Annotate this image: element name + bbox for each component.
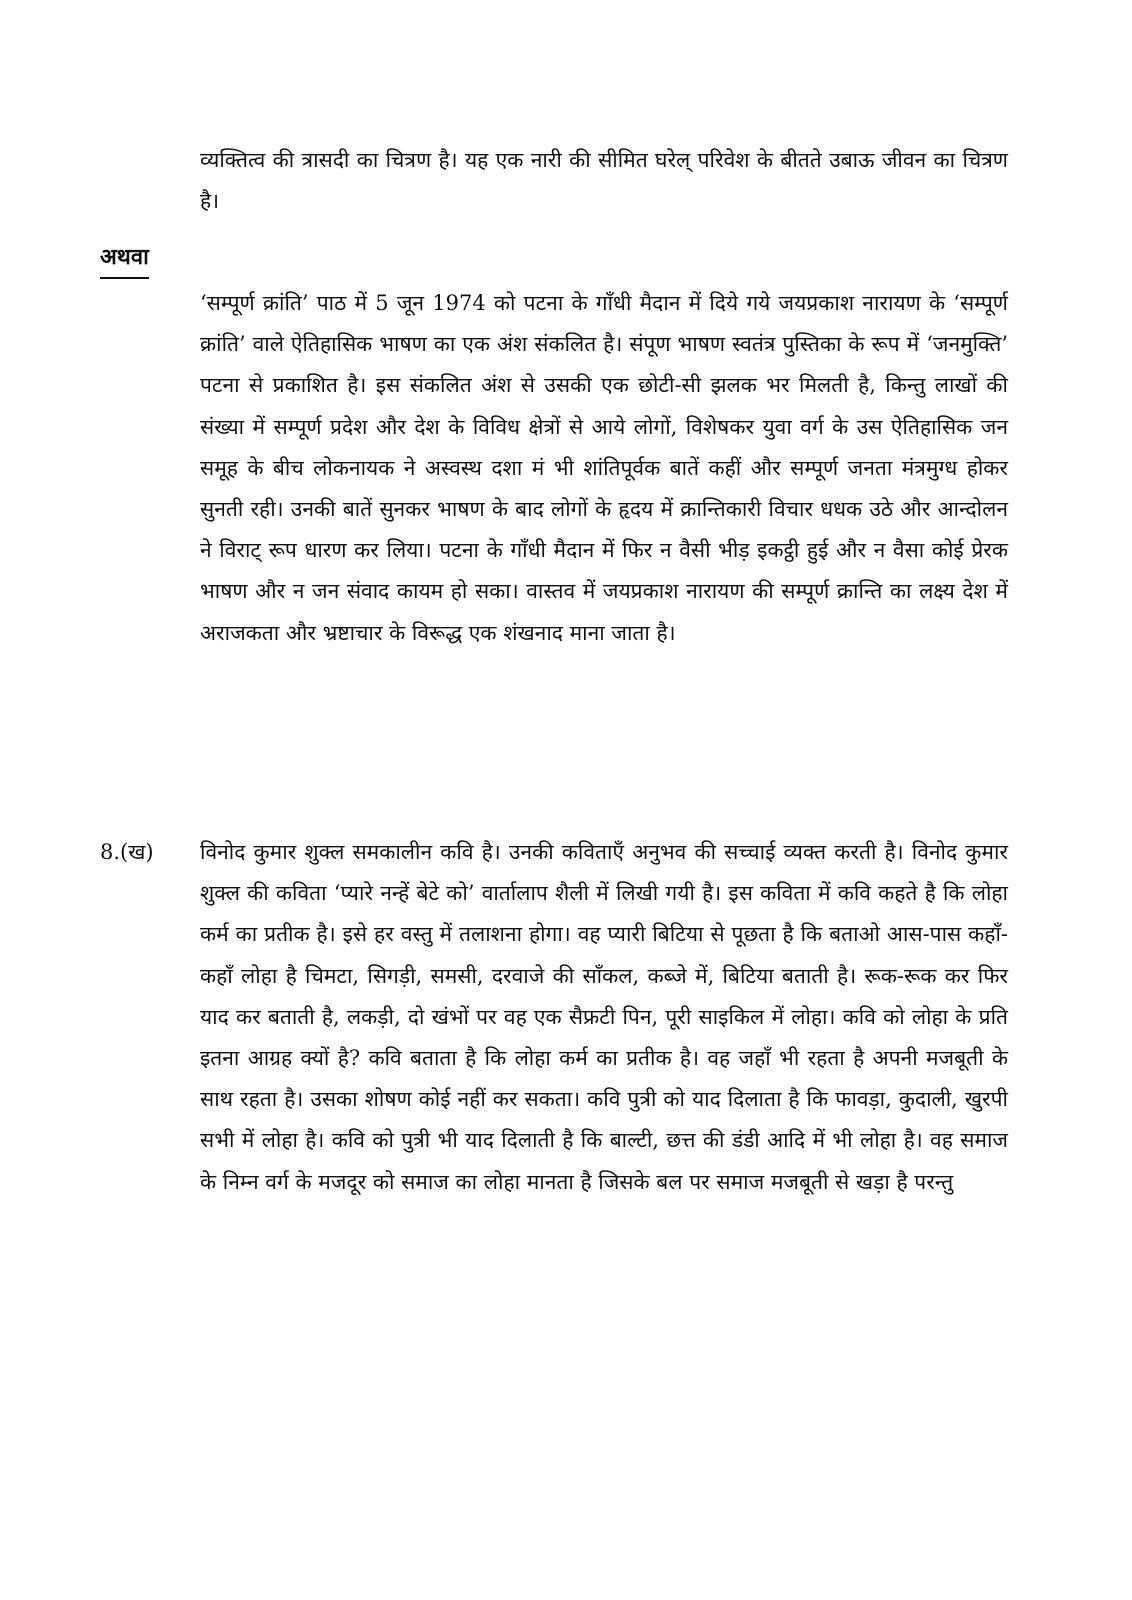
sampoorna-kranti-paragraph: ‘सम्पूर्ण क्रांति’ पाठ में 5 जून 1974 को पटना के गाँधी मैदान में दिये गये जयप्रकाश नारायण के ‘सम्पूर्ण क्रांति’ वाले ऐतिहासिक भाषण का एक अंश संकलित है। संपूण भाषण स्वतंत्र पुस्तिका के रूप में ‘जनमुक्ति’ पटना से प्रकाशित है। इस संकलित अंश से उसकी एक छोटी-सी झलक भर मिलती है, किन्तु लाखों की संख्या में सम्पूर्ण प्रदेश और देश के विविध क्षेत्रों से आये लोगों, विशेषकर युवा वर्ग के उस ऐतिहासिक जन समूह के बीच लोकनायक ने अस्वस्थ दशा मं भी शांतिपूर्वक बातें कहीं और सम्पूर्ण जनता मंत्रमुग्ध होकर सुनती रही। उनकी बातें सुनकर भाषण के बाद लोगों के हृदय में क्रान्तिकारी विचार धधक उठे और आन्दोलन ने विराट् रूप धारण कर लिया। पटना के गाँधी मैदान में फिर न वैसी भीड़ इकट्ठी हुई और न वैसा कोई प्रेरक भाषण और न जन संवाद कायम हो सका। वास्तव में जयप्रकाश नारायण की सम्पूर्ण क्रान्ति का लक्ष्य देश में अराजकता और भ्रष्टाचार के विरूद्ध एक शंखनाद माना जाता है। <box>200 291 1008 645</box>
athva-heading: अथवा <box>100 237 149 279</box>
question-number: 8.(ख) <box>100 840 154 864</box>
intro-paragraph: व्यक्तित्व की त्रासदी का चित्रण है। यह एक नारी की सीमित घरेल् परिवेश के बीतते उबाऊ जीवन का चित्रण है। <box>200 148 1008 214</box>
vinod-kumar-paragraph: विनोद कुमार शुक्ल समकालीन कवि है। उनकी कविताएँ अनुभव की सच्चाई व्यक्त करती है। विनोद कुमार शुक्ल की कविता ‘प्यारे नन्हें बेटे को’ वार्तालाप शैली में लिखी गयी है। इस कविता में कवि कहते है कि लोहा कर्म का प्रतीक है। इसे हर वस्तु में तलाशना होगा। वह प्यारी बिटिया से पूछता है कि बताओ आस-पास कहाँ-कहाँ लोहा है चिमटा, सिगड़ी, समसी, दरवाजे की साँकल, कब्जे में, बिटिया बताती है। रूक-रूक कर फिर याद कर बताती है, लकड़ी, दो खंभों पर वह एक सैफ्रटी पिन, पूरी साइकिल में लोहा। कवि को लोहा के प्रति इतना आग्रह क्यों है? कवि बताता है कि लोहा कर्म का प्रतीक है। वह जहाँ भी रहता है अपनी मजबूती के साथ रहता है। उसका शोषण कोई नहीं कर सकता। कवि पुत्री को याद दिलाता है कि फावड़ा, कुदाली, खुरपी सभी में लोहा है। कवि को पुत्री भी याद दिलाती है कि बाल्टी, छत्त की डंडी आदि में भी लोहा है। वह समाज के निम्न वर्ग के मजदूर को समाज का लोहा मानता है जिसके बल पर समाज मजबूती से खड़ा है परन्तु <box>200 840 1008 1194</box>
